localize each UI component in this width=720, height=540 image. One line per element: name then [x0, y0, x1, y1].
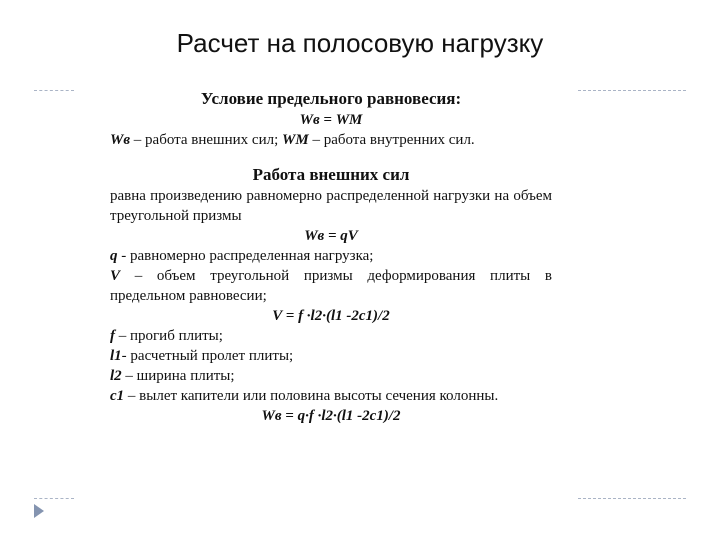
- symbol-l1: l1: [110, 348, 122, 364]
- divider-bottom-left: [34, 498, 74, 499]
- nav-arrow-icon: [34, 504, 44, 518]
- symbol-wv: Wв: [110, 132, 131, 148]
- definition-c1-text: – вылет капители или половина высоты сечения колонны.: [124, 388, 499, 404]
- definition-l1: [110, 346, 552, 366]
- formula-external-work: Wв = qV: [304, 228, 358, 244]
- symbol-l2: l2: [110, 368, 122, 384]
- symbol-q: q: [110, 248, 118, 264]
- symbol-c1: c1: [110, 388, 125, 404]
- formula-volume: V = f ·l2·(l1 -2c1)/2: [272, 308, 390, 324]
- definition-v-text: – объем треугольной призмы деформирования плиты в предельном равновесии;: [110, 268, 552, 304]
- definition-v: [110, 266, 552, 306]
- paragraph-external-work: равна произведению равномерно распределенной нагрузки на объем треугольной призмы: [110, 188, 552, 224]
- formula-final: Wв = q·f ·l2·(l1 -2c1)/2: [261, 408, 401, 424]
- divider-bottom-right: [578, 498, 686, 499]
- definition-work-terms: [110, 130, 552, 150]
- formula-equilibrium: Wв = WМ: [299, 112, 363, 128]
- symbol-wm: WМ: [282, 132, 309, 148]
- definition-c1: [110, 386, 552, 406]
- symbol-v: V: [110, 268, 121, 284]
- divider-top-right: [578, 90, 686, 91]
- heading-external-work: Работа внешних сил: [252, 165, 410, 184]
- slide-content: [110, 88, 552, 426]
- definition-l2-text: – ширина плиты;: [121, 368, 235, 384]
- definition-wm: – работа внутренних сил.: [308, 132, 475, 148]
- definition-f-text: – прогиб плиты;: [115, 328, 223, 344]
- definition-l1-text: - расчетный пролет плиты;: [121, 348, 294, 364]
- definition-q-text: - равномерно распределенная нагрузка;: [117, 248, 374, 264]
- definition-l2: [110, 366, 552, 386]
- definition-q: [110, 246, 552, 266]
- heading-equilibrium: Условие предельного равновесия:: [200, 89, 462, 108]
- definition-f: [110, 326, 552, 346]
- divider-top-left: [34, 90, 74, 91]
- slide-title: Расчет на полосовую нагрузку: [176, 28, 544, 58]
- definition-wv: – работа внешних сил;: [130, 132, 282, 148]
- symbol-f: f: [110, 328, 115, 344]
